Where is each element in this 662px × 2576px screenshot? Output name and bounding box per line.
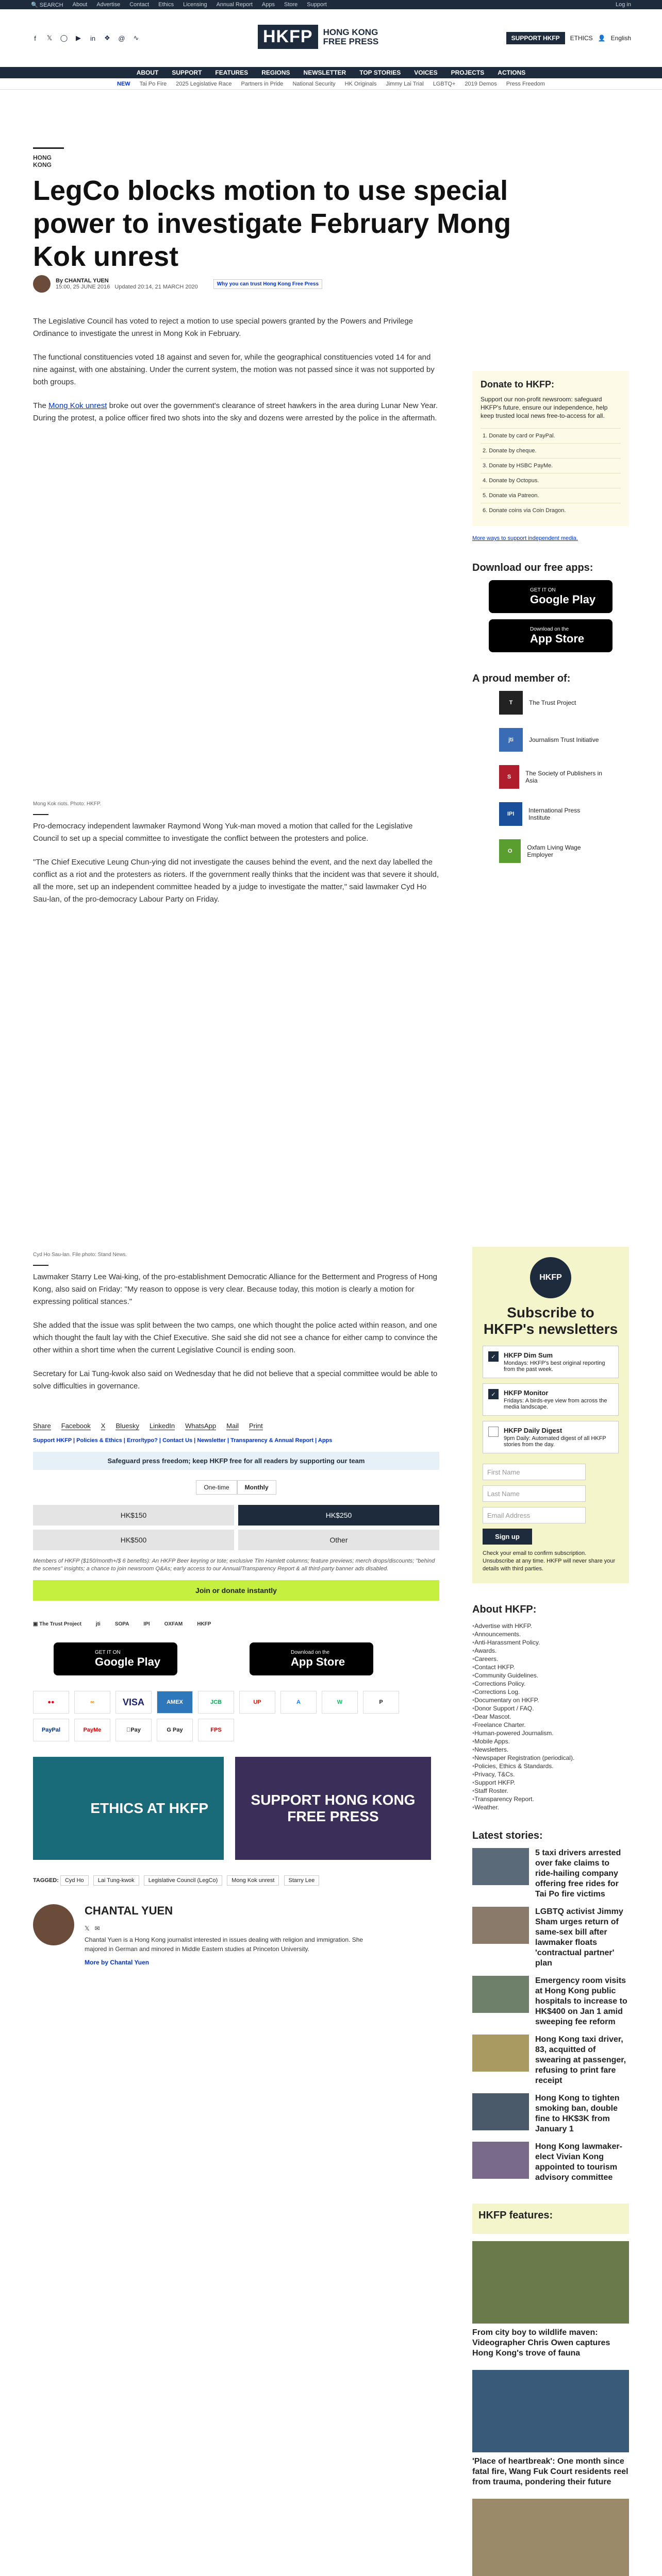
footer-links[interactable]: Support HKFP | Policies & Ethics | Error/typo? | Contact Us | Newsletter | Transparency & Annual Report | Apps: [33, 1437, 333, 1444]
donate-button[interactable]: Join or donate instantly: [33, 1580, 439, 1601]
support-hkfp-button[interactable]: SUPPORT HKFP: [506, 32, 565, 44]
google-play-badge[interactable]: GET IT ON Google Play: [54, 1642, 177, 1675]
top-link-advertise[interactable]: Advertise: [96, 2, 121, 8]
payme-icon: PayMe: [74, 1719, 110, 1741]
top-bar: [0, 0, 662, 9]
amount-option-selected[interactable]: HK$250: [238, 1505, 439, 1526]
image-caption: Cyd Ho Sau-lan. File photo: Stand News.: [33, 1252, 127, 1258]
story-thumbnail[interactable]: [472, 2093, 529, 2130]
paragraph: Lawmaker Starry Lee Wai-king, of the pro-establishment Democratic Alliance for the Betterment and Progress of Hong Kong, also said on Friday: "My reason to oppose is very clear. Because today, this motion is clearly a motion for expressing political stances.": [33, 1273, 437, 1306]
last-name-field[interactable]: Last Name: [483, 1485, 586, 1502]
top-link-annual-report[interactable]: Annual Report: [216, 2, 253, 8]
about-link[interactable]: • Policies, Ethics & Standards.: [472, 1762, 629, 1770]
app-store-badge[interactable]: Download on the App Store: [250, 1642, 373, 1675]
member-benefits: Members of HKFP ($150/month+/$ 6 benefits): An HKFP Beer keyring or tote; exclusive Tim Hamlett columns; feature previews; merch drops/discounts; "behind the scenes" insights; a chance to join newsroom Q&As; early access to our Annual/Transparency Report & all third-party banner ads disabled.: [33, 1558, 435, 1572]
freq-monthly[interactable]: Monthly: [237, 1480, 276, 1495]
subnav-item[interactable]: Partners in Pride: [241, 80, 284, 87]
about-link[interactable]: • Human-powered Journalism.: [472, 1729, 629, 1737]
nav-features[interactable]: FEATURES: [215, 69, 249, 76]
visa-icon: VISA: [115, 1691, 152, 1714]
embed-area: [33, 979, 439, 1206]
hkfp-logo: HKFP: [197, 1621, 211, 1627]
app-store-badge[interactable]: Download on the App Store: [489, 619, 613, 652]
rss-icon[interactable]: ∿: [133, 34, 139, 42]
article-body: [33, 315, 439, 436]
nav-regions[interactable]: REGIONS: [261, 69, 290, 76]
story-thumbnail[interactable]: [472, 1907, 529, 1944]
image-caption: Mong Kok riots. Photo: HKFP.: [33, 801, 102, 807]
jti-logo: jti: [95, 1621, 101, 1627]
donate-option[interactable]: 1. Donate by card or PayPal.: [481, 428, 621, 443]
site-logo[interactable]: [258, 25, 378, 49]
instagram-icon[interactable]: ◯: [60, 34, 68, 42]
about-link[interactable]: • Freelance Charter.: [472, 1721, 629, 1729]
logo-line1: HONG KONG: [323, 27, 378, 37]
logo-mark: HKFP: [258, 25, 318, 49]
top-link-licensing[interactable]: Licensing: [183, 2, 207, 8]
amex-icon: AMEX: [157, 1691, 193, 1714]
donate-intro[interactable]: Support our non-profit newsroom: safeguard HKFP's future, ensure our independence, help keep trusted local news free-to-access for all.: [481, 396, 608, 419]
app-badges: [54, 1642, 439, 1675]
subnav-item[interactable]: 2019 Demos: [465, 80, 497, 87]
trust-link[interactable]: Why you can trust Hong Kong Free Press: [213, 279, 322, 289]
about-link[interactable]: • Contact HKFP.: [472, 1663, 629, 1671]
login-link[interactable]: Log in: [616, 2, 631, 8]
paragraph: Pro-democracy independent lawmaker Raymond Wong Yuk-man moved a motion that called for the Legislative Council to set up a special committee to investigate the conflict between the protesters and police.: [33, 822, 413, 843]
divider: [33, 814, 48, 815]
about-link[interactable]: • Mobile Apps.: [472, 1737, 629, 1745]
about-title: About HKFP:: [472, 1604, 537, 1615]
member-sopa[interactable]: S The Society of Publishers in Asia: [499, 765, 602, 789]
latest-story[interactable]: Hong Kong taxi driver, 83, acquitted of swearing at passenger, refusing to print fare receipt: [472, 2035, 629, 2086]
about-link[interactable]: • Awards.: [472, 1647, 629, 1655]
paragraph: The Legislative Council has voted to reject a motion to use special powers granted by the Powers and Privilege Ordinance to investigate the unrest in Mong Kok in February.: [33, 317, 413, 338]
about-link[interactable]: • Advertise with HKFP.: [472, 1622, 629, 1630]
member-oxfam[interactable]: O Oxfam Living Wage Employer: [499, 839, 602, 863]
payment-logos: [33, 1691, 425, 1741]
freq-one-time[interactable]: One-time: [196, 1480, 237, 1495]
newsletter-option[interactable]: HKFP Daily Digest 9pm Daily: Automated digest of all HKFP stories from the day.: [483, 1421, 619, 1453]
story-thumbnail[interactable]: [472, 1848, 529, 1885]
about-link[interactable]: • Anti-Harassment Policy.: [472, 1638, 629, 1647]
about-link[interactable]: • Staff Roster.: [472, 1787, 629, 1795]
latest-story[interactable]: LGBTQ activist Jimmy Sham urges return of same-sex bill after lawmaker floats 'contractual partner' plan: [472, 1907, 629, 1969]
author-name[interactable]: CHANTAL YUEN: [64, 278, 109, 284]
latest-story[interactable]: 5 taxi drivers arrested over fake claims to ride-hailing company offering free rides for Tai Po fire victims: [472, 1848, 629, 1900]
oxfam-logo: OXFAM: [164, 1621, 183, 1627]
checkbox-unchecked[interactable]: [488, 1427, 499, 1437]
about-link[interactable]: • Donor Support / FAQ.: [472, 1704, 629, 1713]
feature-story[interactable]: 'Place of heartbreak': One month since fatal fire, Wang Fuk Court residents reel from trauma, pondering their future: [472, 2370, 629, 2487]
share-x[interactable]: X: [101, 1422, 106, 1430]
about-link[interactable]: • Community Guidelines.: [472, 1671, 629, 1680]
top-link-apps[interactable]: Apps: [261, 2, 275, 8]
subnav-item[interactable]: Jimmy Lai Trial: [386, 80, 424, 87]
unionpay-icon: UP: [239, 1691, 275, 1714]
about-link[interactable]: • Newsletters.: [472, 1745, 629, 1754]
support-banner[interactable]: SUPPORT HONG KONG FREE PRESS: [235, 1757, 431, 1860]
divider: [33, 1265, 48, 1266]
newsletter-box: [472, 1247, 629, 1583]
share-whatsapp[interactable]: WhatsApp: [185, 1422, 217, 1430]
amount-option[interactable]: HK$150: [33, 1505, 234, 1526]
share-label: Share: [33, 1422, 51, 1430]
author-box: [33, 1904, 439, 1966]
logo-line2: FREE PRESS: [323, 36, 379, 46]
nav-projects[interactable]: PROJECTS: [451, 69, 485, 76]
subnav-item[interactable]: LGBTQ+: [433, 80, 456, 87]
about-link[interactable]: • Weather.: [472, 1803, 629, 1811]
member-ipi[interactable]: IPI International Press Institute: [499, 802, 602, 826]
subnav-item[interactable]: National Security: [292, 80, 336, 87]
paragraph: She added that the issue was split between the two camps, one which thought the police acted within reason, and one which thought the fault lay with the Chief Executive. She said she did not see a chance for either camp to convince the other within a short time when the current Legislative Council is ending soon.: [33, 1321, 438, 1354]
sub-nav: [0, 78, 662, 90]
feature-image[interactable]: [472, 2499, 629, 2576]
latest-story[interactable]: Hong Kong lawmaker-elect Vivian Kong appointed to tourism advisory committee: [472, 2142, 629, 2183]
publish-date: 15:00, 25 JUNE 2016: [56, 284, 110, 290]
embed-area: [33, 561, 439, 787]
first-name-field[interactable]: First Name: [483, 1464, 586, 1480]
donate-box: [472, 371, 629, 526]
social-icons: [31, 34, 140, 42]
share-linkedin[interactable]: LinkedIn: [150, 1422, 175, 1430]
paragraph: Secretary for Lai Tung-kwok also said on Wednesday that he did not believe that a special committee would be able to solve difficulties in governance.: [33, 1369, 438, 1391]
tags-row: [33, 1875, 439, 1886]
wechat-pay-icon: W: [322, 1691, 358, 1714]
nav-newsletter[interactable]: NEWSLETTER: [303, 69, 346, 76]
share-bar: [33, 1422, 439, 1430]
about-link[interactable]: • Dear Mascot.: [472, 1713, 629, 1721]
trust-project-logo: ▣ The Trust Project: [33, 1621, 81, 1627]
paragraph: The Mong Kok unrest broke out over the government's clearance of street hawkers in the area during Lunar New Year. During the protest, a police officer fired two shots into the sky and dozens were arrested by the police in the aftermath.: [33, 401, 438, 422]
about-link[interactable]: • Privacy, T&Cs.: [472, 1770, 629, 1778]
latest-story[interactable]: Hong Kong to tighten smoking ban, double fine to HK$3K from January 1: [472, 2093, 629, 2134]
about-link[interactable]: • Support HKFP.: [472, 1778, 629, 1787]
email-field[interactable]: Email Address: [483, 1507, 586, 1523]
about-list: [472, 1622, 629, 1811]
top-link-store[interactable]: Store: [284, 2, 298, 8]
subnav-item[interactable]: Tai Po Fire: [139, 80, 167, 87]
about-link[interactable]: • Announcements.: [472, 1630, 629, 1638]
article-title: LegCo blocks motion to use special power to investigate February Mong Kok unrest: [33, 175, 511, 272]
google-play-badge[interactable]: GET IT ON Google Play: [489, 580, 613, 613]
feature-story[interactable]: From city boy to wildlife maven: Videographer Chris Owen captures Hong Kong's trove of fauna: [472, 2241, 629, 2359]
main-nav: [0, 67, 662, 78]
youtube-icon[interactable]: ▶: [76, 34, 81, 42]
about-link[interactable]: • Documentary on HKFP.: [472, 1696, 629, 1704]
about-link[interactable]: • Corrections Log.: [472, 1688, 629, 1696]
updated-date: Updated 20:14, 21 MARCH 2020: [114, 284, 198, 290]
checkbox-checked[interactable]: ✓: [488, 1389, 499, 1399]
nav-support[interactable]: SUPPORT: [172, 69, 202, 76]
search-link[interactable]: 🔍 SEARCH: [31, 2, 63, 8]
donate-option[interactable]: 6. Donate coins via Coin Dragon.: [481, 503, 621, 518]
patreon-icon: P: [363, 1691, 399, 1714]
about-link[interactable]: • Newspaper Registration (periodical).: [472, 1754, 629, 1762]
threads-icon[interactable]: @: [118, 34, 125, 42]
support-bar[interactable]: Safeguard press freedom; keep HKFP free for all readers by supporting our team: [33, 1452, 439, 1470]
share-bluesky[interactable]: Bluesky: [115, 1422, 139, 1430]
logo-text: [323, 28, 379, 46]
amount-option[interactable]: Other: [238, 1530, 439, 1550]
frequency-toggle: [33, 1480, 439, 1495]
donate-option[interactable]: 3. Donate by HSBC PayMe.: [481, 458, 621, 473]
newsletter-option[interactable]: ✓ HKFP Monitor Fridays: A birds-eye view from across the media landscape.: [483, 1383, 619, 1416]
paragraph: The functional constituencies voted 18 against and seven for, while the geographical constituencies voted 14 for and nine against, with one abstaining. Under the current system, the motion was not passed since it was not supported by both groups.: [33, 353, 435, 386]
author-box-avatar[interactable]: [33, 1904, 74, 1945]
bluesky-icon[interactable]: ❖: [104, 34, 110, 42]
feature-story[interactable]: [472, 2499, 629, 2576]
linkedin-icon[interactable]: in: [90, 34, 96, 42]
donate-option[interactable]: 2. Donate by cheque.: [481, 443, 621, 458]
user-icon[interactable]: 👤: [598, 35, 606, 42]
top-link-ethics[interactable]: Ethics: [158, 2, 174, 8]
feature-image[interactable]: [472, 2370, 629, 2452]
more-by-author-link[interactable]: More by Chantal Yuen: [85, 1959, 150, 1966]
top-link-about[interactable]: About: [72, 2, 88, 8]
features-title: HKFP features:: [478, 2210, 553, 2221]
member-jti[interactable]: jti Journalism Trust Initiative: [499, 728, 602, 752]
story-thumbnail[interactable]: [472, 1976, 529, 2013]
subnav-item[interactable]: HK Originals: [344, 80, 377, 87]
latest-story[interactable]: Emergency room visits at Hong Kong public hospitals to increase to HK$400 on Jan 1 amid sweeping fee reform: [472, 1976, 629, 2027]
author-avatar[interactable]: [33, 275, 51, 293]
author-box-name[interactable]: CHANTAL YUEN: [85, 1904, 173, 1917]
alipay-icon: A: [280, 1691, 317, 1714]
top-link-contact[interactable]: Contact: [129, 2, 150, 8]
ethics-banner[interactable]: ETHICS AT HKFP: [33, 1757, 224, 1860]
newsletter-option[interactable]: ✓ HKFP Dim Sum Mondays: HKFP's best original reporting from the past week.: [483, 1346, 619, 1378]
about-link[interactable]: • Careers.: [472, 1655, 629, 1663]
donate-title: Donate to HKFP:: [481, 379, 554, 389]
ipi-logo: IPI: [143, 1621, 150, 1627]
newsletter-title: Subscribe to HKFP's newsletters: [483, 1304, 618, 1337]
author-bio: Chantal Yuen is a Hong Kong journalist interested in issues dealing with religion and immigration. She majored in German and minored in Middle Eastern studies at Princeton University.: [85, 1936, 363, 1953]
subnav-item[interactable]: 2025 Legislative Race: [176, 80, 232, 87]
more-ways-link[interactable]: More ways to support independent media.: [472, 535, 578, 541]
apps-title: Download our free apps:: [472, 562, 593, 573]
tag[interactable]: Legislative Council (LegCo): [144, 1875, 223, 1886]
facebook-icon[interactable]: f: [34, 34, 36, 42]
member-logos-row: [33, 1621, 439, 1627]
category-label[interactable]: HONG KONG: [33, 147, 64, 168]
site-header: [0, 9, 662, 67]
donation-amounts: [33, 1505, 439, 1550]
about-link[interactable]: • Transparency Report.: [472, 1795, 629, 1803]
share-facebook[interactable]: Facebook: [61, 1422, 91, 1430]
hkfp-logo-circle: HKFP: [530, 1257, 571, 1298]
language-select[interactable]: English: [610, 35, 631, 42]
jcb-icon: JCB: [198, 1691, 234, 1714]
tag[interactable]: Cyd Ho: [60, 1875, 89, 1886]
donate-option[interactable]: 4. Donate by Octopus.: [481, 473, 621, 488]
paragraph: "The Chief Executive Leung Chun-ying did not investigate the causes behind the event, and the next day labelled the conflict as a riot and the protesters as rioters. If the government really thinks that the incident was that severe it should, all the more, set up an independent committee headed by a judge to investigate the matter," said lawmaker Cyd Ho Sau-lan, of the pro-democracy Labour Party on Friday.: [33, 858, 439, 904]
tag[interactable]: Lai Tung-kwok: [93, 1875, 139, 1886]
share-print[interactable]: Print: [249, 1422, 263, 1430]
paypal-icon: PayPal: [33, 1719, 69, 1741]
amount-option[interactable]: HK$500: [33, 1530, 234, 1550]
checkbox-checked[interactable]: ✓: [488, 1351, 499, 1362]
octopus-icon: ∞: [74, 1691, 110, 1714]
top-link-support[interactable]: Support: [307, 2, 327, 8]
tag[interactable]: Starry Lee: [284, 1875, 320, 1886]
tag[interactable]: Mong Kok unrest: [227, 1875, 279, 1886]
sopa-logo: SOPA: [114, 1621, 129, 1627]
nav-top-stories[interactable]: TOP STORIES: [359, 69, 401, 76]
latest-title: Latest stories:: [472, 1830, 543, 1841]
nav-actions[interactable]: ACTIONS: [498, 69, 526, 76]
subnav-item[interactable]: Press Freedom: [506, 80, 545, 87]
about-link[interactable]: • Corrections Policy.: [472, 1680, 629, 1688]
new-badge: NEW: [117, 80, 130, 87]
social-icons-small: 𝕏 ✉: [85, 1925, 100, 1932]
feature-image[interactable]: [472, 2241, 629, 2324]
google-pay-icon: G Pay: [157, 1719, 193, 1741]
member-trust-project[interactable]: T The Trust Project: [499, 691, 602, 715]
story-thumbnail[interactable]: [472, 2142, 529, 2179]
member-title: A proud member of:: [472, 673, 571, 684]
x-icon[interactable]: 𝕏: [46, 34, 53, 42]
share-mail[interactable]: Mail: [226, 1422, 239, 1430]
signup-button[interactable]: Sign up: [483, 1529, 532, 1545]
fps-icon: FPS: [198, 1719, 234, 1741]
donate-option[interactable]: 5. Donate via Patreon.: [481, 488, 621, 503]
nav-voices[interactable]: VOICES: [414, 69, 438, 76]
ethics-link[interactable]: ETHICS: [570, 35, 593, 42]
apple-pay-icon: Pay: [115, 1719, 152, 1741]
story-thumbnail[interactable]: [472, 2035, 529, 2072]
newsletter-note: Check your email to confirm subscription. Unsubscribe at any time. HKFP will never share your details with third parties.: [483, 1550, 616, 1572]
promo-banners: [33, 1757, 439, 1860]
nav-about[interactable]: ABOUT: [136, 69, 159, 76]
mastercard-icon: ●●: [33, 1691, 69, 1714]
tags-label: TAGGED:: [33, 1877, 59, 1884]
mong-kok-unrest-link[interactable]: Mong Kok unrest: [48, 401, 107, 410]
